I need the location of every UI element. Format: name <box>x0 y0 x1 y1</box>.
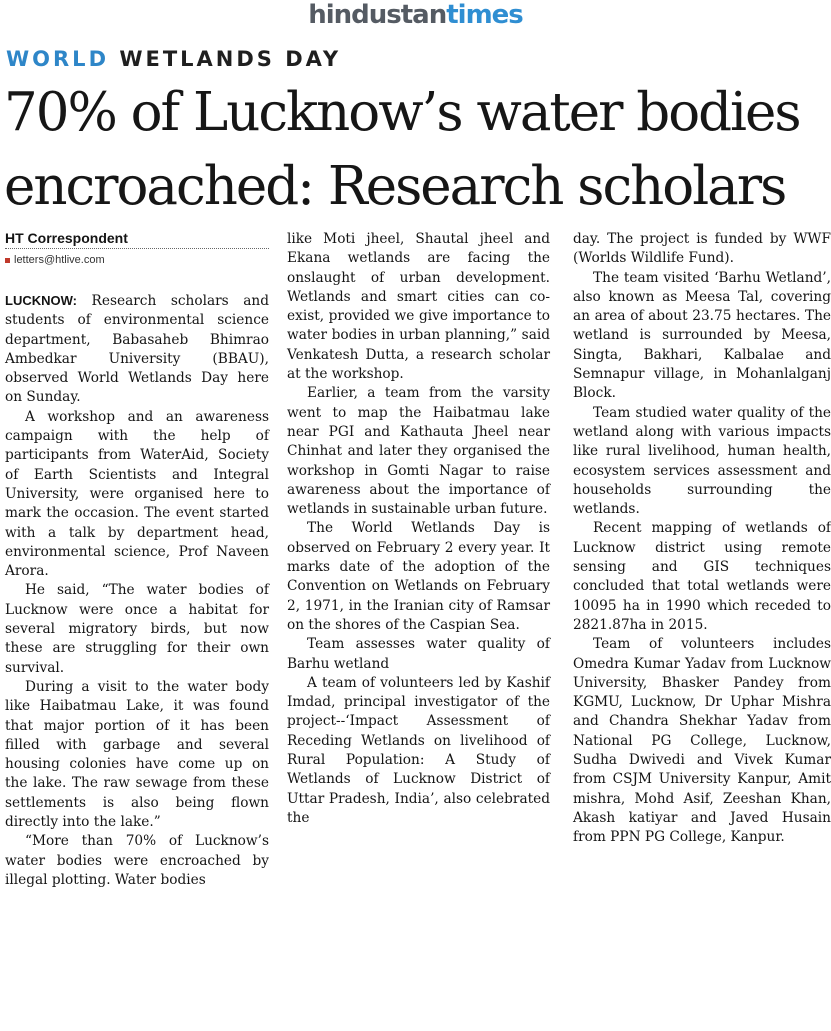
paragraph <box>5 291 269 408</box>
paragraph: The team visited ‘Barhu Wetland’, also known as Meesa Tal, covering an area of about 23.75 hectares. The wetland is surrounded by Meesa, Singta, Bakhari, Kalbalae and Semnapur village, in Mohanlalganj Block. <box>573 269 831 402</box>
paragraph: Earlier, a team from the varsity went to map the Haibatmau lake near PGI and Kathauta Jheel near Chinhat and later they organised the workshop in Gomti Nagar to raise awareness about the importance of wetlands in sustainable urban future. <box>287 385 550 518</box>
article-column-1 <box>5 229 269 890</box>
paragraph: “More than 70% of Lucknow’s water bodies were encroached by illegal plotting. Water bodies <box>5 833 269 888</box>
paragraph: day. The project is funded by WWF (Worlds Wildlife Fund). <box>573 231 831 267</box>
kicker-part1: WORLD <box>6 47 109 71</box>
paragraph: He said, “The water bodies of Lucknow were once a habitat for several migratory birds, but now these are struggling for their own survival. <box>5 582 269 676</box>
byline-email-row <box>5 253 269 267</box>
paragraph: Recent mapping of wetlands of Lucknow district using remote sensing and GIS techniques concluded that total wetlands were 10095 ha in 1990 which receded to 2821.87ha in 2015. <box>573 520 831 633</box>
headline <box>4 76 829 224</box>
paragraph: Team studied water quality of the wetland along with various impacts like rural livelihood, human health, ecosystem services assessment and households surrounding the wetlands. <box>573 404 831 518</box>
masthead-part2: times <box>446 0 523 30</box>
section-kicker <box>6 46 341 72</box>
subheading: Team assesses water quality of Barhu wetland <box>287 636 550 672</box>
dateline: LUCKNOW: <box>5 293 77 308</box>
paragraph: The World Wetlands Day is observed on February 2 every year. It marks date of the adoption of the Convention on Wetlands on February 2, 1971, in the Iranian city of Ramsar on the shores of the Caspian Sea. <box>287 520 550 633</box>
article-column-2 <box>287 230 550 828</box>
paragraph: A team of volunteers led by Kashif Imdad, principal investigator of the project--‘Impact Assessment of Receding Wetlands on livelihood of Rural Population: A Study of Wetlands of Lucknow District of Uttar Pradesh, India’, also celebrated the <box>287 674 550 826</box>
paragraph: Team of volunteers includes Omedra Kumar Yadav from Lucknow University, Bhasker Pandey from KGMU, Lucknow, Dr Uphar Mishra and Chandra Shekhar Yadav from National PG College, Lucknow, Sudha Dwivedi and Vivek Kumar from CSJM University Kanpur, Amit mishra, Mohd Asif, Zeeshan Khan, Akash katiyar and Javed Husain from PPN PG College, Kanpur. <box>573 636 831 846</box>
paragraph: During a visit to the water body like Haibatmau Lake, it was found that major portion of it has been filled with garbage and several housing colonies have come up on the lake. The raw sewage from these settlements is also being flown directly into the lake.” <box>5 678 269 831</box>
masthead-logo <box>0 0 831 30</box>
kicker-part2: WETLANDS DAY <box>119 47 342 71</box>
headline-line1: 70% of Lucknow’s water bodies <box>4 82 800 143</box>
paragraph: A workshop and an awareness campaign with the help of participants from WaterAid, Society of Earth Scientists and Integral University, were organised here to mark the occasion. The event started with a talk by department head, environmental science, Prof Naveen Arora. <box>5 408 269 580</box>
byline-email: letters@htlive.com <box>14 254 105 266</box>
byline-author: HT Correspondent <box>5 229 269 249</box>
headline-line2: encroached: Research scholars <box>4 156 786 217</box>
masthead-part1: hindustan <box>308 0 447 30</box>
bullet-icon <box>5 258 10 263</box>
paragraph: like Moti jheel, Shautal jheel and Ekana wetlands are facing the onslaught of urban development. Wetlands and smart cities can co-exist, provided we give importance to water bodies in urban planning,” said Venkatesh Dutta, a research scholar at the workshop. <box>287 231 550 383</box>
article-column-3 <box>573 230 831 848</box>
paragraph-text: Research scholars and students of environmental science department, Babasaheb Bhimrao Ambedkar University (BBAU), observed World Wetlands Day here on Sunday. <box>5 293 269 406</box>
